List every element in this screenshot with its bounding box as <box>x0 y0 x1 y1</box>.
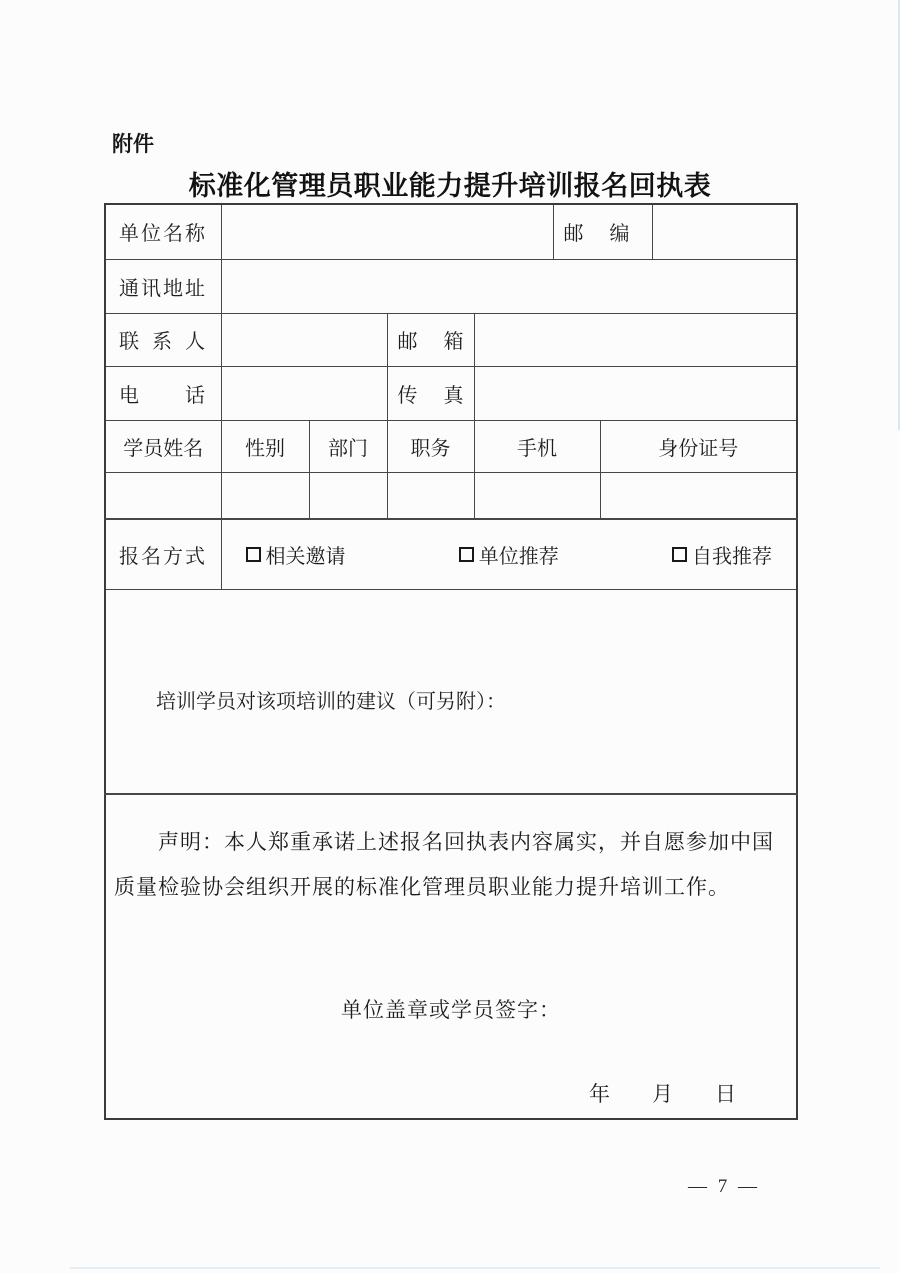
option-unit-recommendation <box>459 540 559 569</box>
option-self-recommendation <box>672 540 772 569</box>
phone-label: 电话 <box>105 366 221 420</box>
row-phone <box>105 366 797 420</box>
row-student-headers <box>105 420 797 472</box>
unit-name-label: 单位名称 <box>105 204 221 259</box>
row-contact <box>105 313 797 366</box>
address-input-cell <box>221 259 797 313</box>
scan-artifact <box>70 1267 880 1269</box>
option-label: 单位推荐 <box>478 545 559 568</box>
postal-code-label: 邮编 <box>553 204 652 259</box>
date-placeholder: 年 月 日 <box>589 1081 736 1106</box>
fax-input-cell <box>474 366 797 420</box>
declaration-text: 声明：本人郑重承诺上述报名回执表内容属实，并自愿参加中国质量检验协会组织开展的标准化管理员职业能力提升培训工作。 <box>114 829 774 899</box>
registration-form-table <box>104 203 798 1120</box>
row-declaration <box>105 794 797 1119</box>
unit-name-input-cell <box>221 204 553 259</box>
fax-label: 传真 <box>387 366 474 420</box>
phone-input-cell <box>221 366 387 420</box>
registration-options <box>246 540 773 569</box>
email-label: 邮箱 <box>387 313 474 366</box>
email-input-cell <box>474 313 797 366</box>
suggestion-prompt: 培训学员对该项培训的建议（可另附）： <box>156 691 506 714</box>
header-student-name: 学员姓名 <box>105 420 221 472</box>
checkbox-icon <box>672 547 687 562</box>
row-registration-method <box>105 519 797 589</box>
student-mobile-input-cell <box>474 472 600 519</box>
student-name-input-cell <box>105 472 221 519</box>
student-id-input-cell <box>600 472 797 519</box>
header-position: 职务 <box>387 420 474 472</box>
registration-method-label: 报名方式 <box>105 519 221 589</box>
row-student-entry <box>105 472 797 519</box>
checkbox-icon <box>459 547 474 562</box>
option-label: 自我推荐 <box>692 545 772 568</box>
document-title: 标准化管理员职业能力提升培训报名回执表 <box>188 171 712 201</box>
page-number: — 7 — <box>688 1176 760 1197</box>
declaration-area <box>105 794 797 1119</box>
option-related-invitation <box>246 540 346 569</box>
address-label: 通讯地址 <box>105 259 221 313</box>
contact-person-label: 联系人 <box>105 313 221 366</box>
header-id-number: 身份证号 <box>600 420 797 472</box>
row-unit-name <box>105 204 797 259</box>
suggestion-area <box>105 589 797 794</box>
option-label: 相关邀请 <box>265 545 346 568</box>
row-suggestions <box>105 589 797 794</box>
postal-code-input-cell <box>652 204 797 259</box>
row-address <box>105 259 797 313</box>
checkbox-icon <box>246 547 261 562</box>
student-position-input-cell <box>387 472 474 519</box>
header-mobile: 手机 <box>474 420 600 472</box>
student-gender-input-cell <box>221 472 309 519</box>
header-department: 部门 <box>309 420 387 472</box>
attachment-label: 附件 <box>112 133 154 156</box>
student-department-input-cell <box>309 472 387 519</box>
contact-person-input-cell <box>221 313 387 366</box>
registration-options-cell <box>221 519 797 589</box>
header-gender: 性别 <box>221 420 309 472</box>
signature-label: 单位盖章或学员签字： <box>341 997 561 1022</box>
